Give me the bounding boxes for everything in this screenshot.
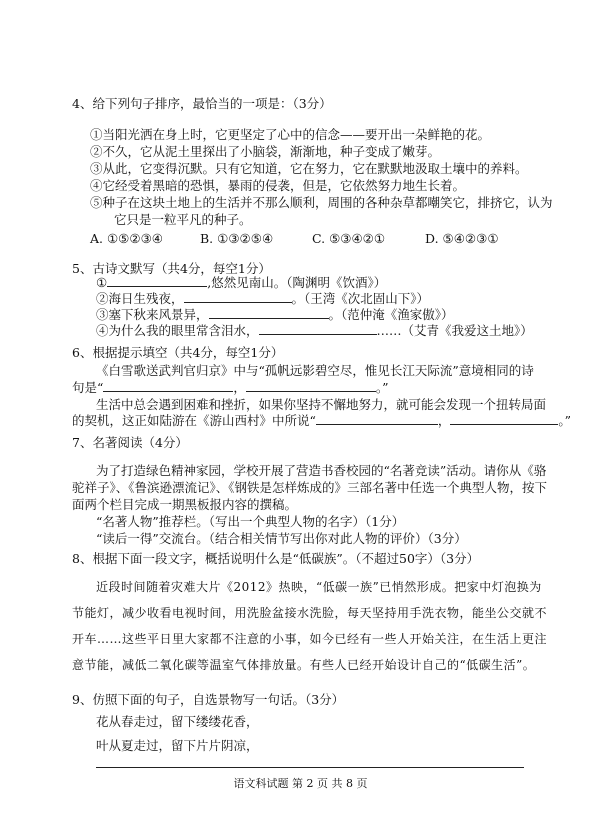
q7-item-1: “名著人物”推荐栏。（写出一个典型人物的名字）（1分） [96,514,405,529]
q4-option-c[interactable]: C. ⑤③④②① [312,231,386,246]
q4-sentence-3: ③从此，它变得沉默。只有它知道，它在努力，它在默默地汲取土壤中的养料。 [90,161,528,176]
answer-blank[interactable] [450,412,558,425]
q9-example-1: 花从春走过，留下缕缕花香， [96,714,259,729]
q9-example-2: 叶从夏走过，留下片片阴凉， [96,738,259,753]
q5-line-3-prefix: ③塞下秋来风景异， [96,307,209,322]
answer-line[interactable] [96,767,524,768]
q6-para-2b-prefix: 的契机，这正如陆游在《游山西村》中所说“ [72,413,316,428]
q8-title: 8、根据下面一段文字，概括说明什么是“低碳族”。（不超过50字）（3分） [72,551,480,566]
answer-blank[interactable] [103,379,233,392]
q6-para-1b-end: 。” [375,380,389,395]
q4-sentence-5a: ⑤种子在这块土地上的生活并不那么顺利，周围的各种杂草都嘲笑它，排挤它，认为 [90,195,553,210]
answer-blank[interactable] [246,379,376,392]
q6-para-1b [72,378,389,396]
q7-para-1: 为了打造绿色精神家园，学校开展了营造书香校园的“名著竞读”活动。请你从《骆 [96,463,547,478]
q5-line-4-suffix: ……（艾青《我爱这土地》） [376,323,533,338]
page-footer: 语文科试题 第 2 页 共 8 页 [233,777,368,790]
q6-title: 6、根据提示填空（共4分，每空1分） [72,345,284,360]
answer-blank[interactable] [316,412,438,425]
q6-para-2a: 生活中总会遇到困难和挫折，如果你坚持不懈地努力，就可能会发现一个扭转局面 [96,397,547,412]
q6-para-1b-comma: ， [233,380,246,395]
q8-passage-4: 意节能，减低二氧化碳等温室气体排放量。有些人已经开始设计自己的“低碳生活”。 [72,658,536,672]
q4-option-b[interactable]: B. ①③②⑤④ [200,231,274,246]
q4-option-d[interactable]: D. ⑤④②③① [425,231,499,246]
q8-passage-3: 开车……这些平日里大家都不注意的小事，如今已经有一些人开始关注，在生活上更注 [72,632,548,646]
q5-line-4 [96,321,533,339]
q6-para-2b-end: 。” [558,413,572,428]
q7-item-2: “读后一得”交流台。（结合相关情节写出你对此人物的评价）（3分） [96,531,467,546]
q5-line-2-prefix: ②海日生残夜， [96,291,184,306]
q4-sentence-5b: 它只是一粒平凡的种子。 [114,212,252,227]
q7-para-3: 面两个栏目完成一期黑板报内容的撰稿。 [72,497,298,512]
answer-blank[interactable] [184,290,292,303]
answer-blank[interactable] [209,306,329,319]
q5-line-2-suffix: 。（王湾《次北固山下》） [291,291,430,306]
q4-sentence-2: ②不久，它从泥土里探出了小脑袋，渐渐地，种子变成了嫩芽。 [90,144,441,159]
q5-title: 5、古诗文默写（共4分，每空1分） [72,261,271,276]
answer-blank[interactable] [107,274,207,287]
q8-passage-2: 节能灯，减少收看电视时间，用洗脸盆接水洗脸，每天坚持用手洗衣物，能坐公交就不 [72,606,548,620]
q6-para-1a: 《白雪歌送武判官归京》中与“孤帆远影碧空尽，惟见长江天际流”意境相同的诗 [96,363,534,378]
q5-line-1-prefix: ① [96,275,108,290]
answer-blank[interactable] [259,322,377,335]
q4-title: 4、给下列句子排序，最恰当的一项是：（3分） [72,96,332,111]
q9-title: 9、仿照下面的句子，自选景物写一句话。（3分） [72,692,345,707]
q6-para-2b [72,411,571,429]
q7-title: 7、名著阅读（4分） [72,435,188,450]
q6-para-2b-comma: ， [437,413,451,428]
q4-sentence-1: ①当阳光洒在身上时，它更坚定了心中的信念——要开出一朵鲜艳的花。 [90,127,491,142]
q4-option-a[interactable]: A. ①⑤②③④ [90,231,164,246]
q5-line-4-prefix: ④为什么我的眼里常含泪水， [96,323,259,338]
q7-para-2: 驼祥子》、《鲁滨逊漂流记》、《钢铁是怎样炼成的》三部名著中任选一个典型人物，按下 [72,480,548,495]
q4-sentence-4: ④它经受着黑暗的恐惧，暴雨的侵袭，但是，它依然努力地生长着。 [90,178,466,193]
q6-para-1b-prefix: 句是“ [72,380,104,395]
q5-line-1-suffix: ,悠然见南山。（陶渊明《饮酒》） [207,275,387,290]
q8-passage-1: 近段时间随着灾难大片《2012》热映，“低碳一族”已悄然形成。把家中灯泡换为 [96,580,542,594]
q5-line-3-suffix: 。（范仲淹《渔家傲》） [328,307,454,322]
